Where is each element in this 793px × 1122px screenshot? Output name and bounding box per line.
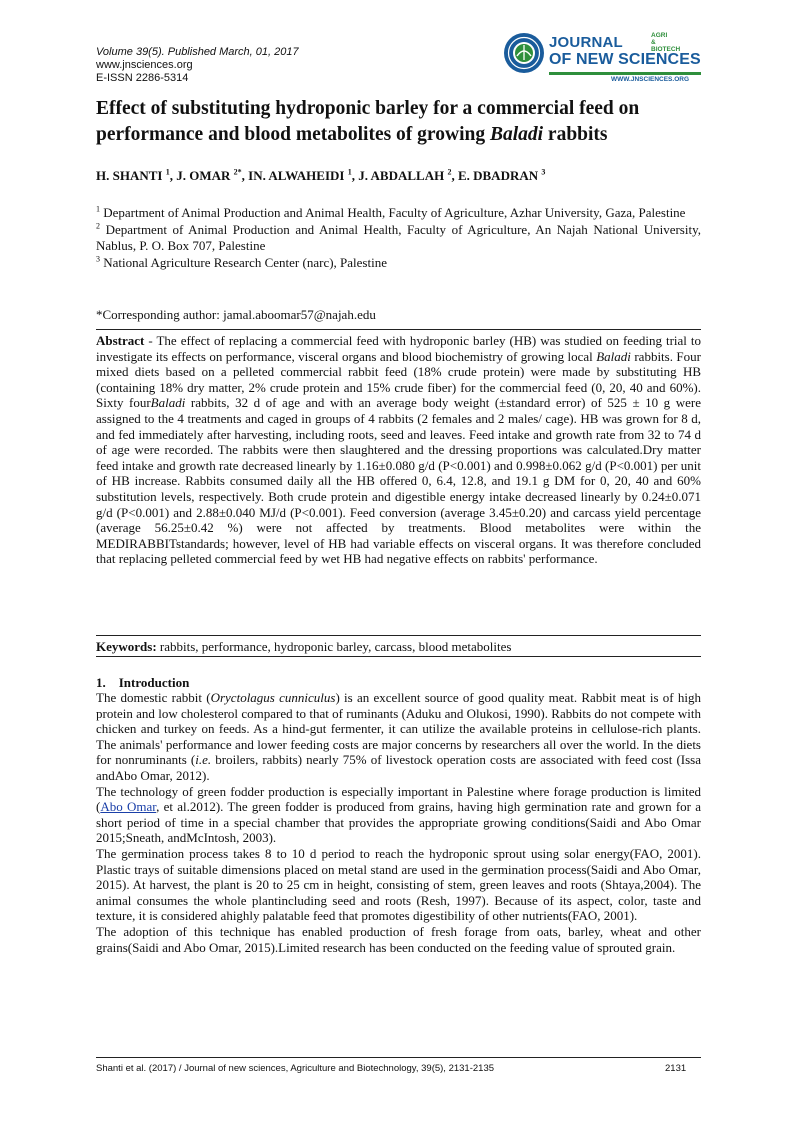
section-heading-introduction: 1. Introduction	[96, 675, 190, 690]
author: H. SHANTI $^1$,	[96, 167, 177, 183]
logo-word-journal: JOURNAL	[549, 34, 623, 51]
abstract-bottom-rule	[96, 635, 701, 636]
corresponding-author: *Corresponding author: jamal.aboomar57@najah.edu	[96, 307, 376, 322]
journal-logo	[503, 30, 703, 88]
author: J. ABDALLAH $^2$,	[358, 167, 458, 183]
author: IN. ALWAHEIDI $^1$,	[248, 167, 359, 183]
affiliation-2: $^2$ Department of Animal Production and Animal Health, Faculty of Agriculture, An Najah National University, Nablus, P. O. Box 707, Palestine	[96, 221, 701, 253]
citation-link-abo-omar[interactable]: Abo Omar	[100, 799, 157, 815]
keywords	[96, 639, 511, 655]
affiliation-3: $^3$ National Agriculture Research Center (narc), Palestine	[96, 254, 387, 270]
affiliations	[96, 205, 701, 272]
issn-line: E-ISSN 2286-5314	[96, 72, 189, 84]
logo-underline	[549, 72, 701, 75]
intro-paragraph-1: The domestic rabbit (Oryctolagus cunniculus) is an excellent source of good quality meat. Rabbit meat is of high protein and low cholesterol compared to that of ruminants (Aduku and Olukosi, 1990). Rabbits do not compete with chicken and turkey on feeds. As a hind-gut fermenter, it can utilize the available proteins in cellulose-rich plants. The animals' performance and lower feeding costs are major concerns by researchers all over the world. In the diets for nonruminants (i.e. broilers, rabbits) nearly 75% of livestock operation costs are associated with feed cost (Issa andAbo Omar, 2012).	[96, 690, 701, 783]
intro-paragraph-3: The germination process takes 8 to 10 d period to reach the hydroponic sprout using solar energy(FAO, 2001). Plastic trays of suitable dimensions placed on metal stand are used in the germination process(Saidi and Abo Omar, 2015). At harvest, the plant is 20 to 25 cm in height, consisting of stem, green leaves and roots (Shtaya,2004). The animal consumes the whole plantincluding seed and roots (Resh, 1997). Because of its aspect, color, taste and texture, it is considered ahighly palatable feed that promotes digestibility of other nutrients(FAO, 2001).	[96, 845, 701, 924]
paper-title	[96, 96, 701, 148]
abstract: Abstract - The effect of replacing a commercial feed with hydroponic barley (HB) was studied on feeding trial to investigate its effects on performance, visceral organs and blood biochemistry of growing local Baladi rabbits. Four mixed diets based on a pelleted commercial rabbit feed (18% crude protein) were made by substituting HB (containing 18% dry matter, 2% crude protein and 15% crude fiber) for the commercial feed (0, 20, 40 and 60%). Sixty fourBaladi rabbits, 32 d of age and with an average body weight (±standard error) of 525 ± 10 g were assigned to the 4 treatments and caged in groups of 4 rabbits (2 females and 2 males/ cage). HB was grown for 8 d, and fed immediately after harvesting, including roots, seed and leaves. Feed intake and growth rate from 32 to 74 d of age were recorded. The rabbits were then slaughtered and the dressing proportions was calculated.Dry matter feed intake and growth rate decreased linearly by 1.16±0.080 g/d (P<0.001) and 0.998±0.062 g/d (P<0.001) per unit of HB increase. Rabbits consumed daily all the HB offered 0, 6.4, 12.8, and 19.1 g DM for 0, 20, 40 and 60% substitution levels, respectively. Both crude protein and digestible energy intake decreased linearly by 0.24±0.071 g/d (P<0.001) and 2.88±0.040 MJ/d (P<0.001). Feed conversion (average 3.45±0.20) and carcass yield percentage (average 56.25±0.42 %) were not affected by treatments. Blood metabolites were within the MEDIRABBITstandards; however, level of HB had variable effects on visceral organs. It was therefore concluded that replacing pelleted commercial feed by wet HB had negative effects on rabbits' performance.	[96, 333, 701, 567]
volume-line: Volume 39(5). Published March, 01, 2017	[96, 46, 299, 58]
journal-header	[96, 46, 299, 85]
title-italic: Baladi	[489, 124, 544, 145]
keywords-rule	[96, 656, 701, 657]
footer-rule	[96, 1057, 701, 1058]
introduction-body	[96, 690, 701, 955]
page-number: 2131	[665, 1063, 687, 1074]
logo-tag-agri: AGRI	[651, 32, 668, 39]
author-list	[96, 168, 545, 184]
intro-paragraph-2: The technology of green fodder production is especially important in Palestine where forage production is limited (Abo Omar, et al.2012). The green fodder is produced from grains, having high germination rate and grown for a short period of time in a special chamber that provides the appropriate growing conditions(Saidi and Abo Omar 2015;Sneath, andMcIntosh, 2003).	[96, 783, 701, 846]
title-text-end: rabbits	[543, 124, 608, 145]
keywords-label: Keywords:	[96, 639, 157, 654]
title-text: Effect of substituting hydroponic barley for a commercial feed on performance and blood metabolites of growing	[96, 98, 640, 145]
website-link[interactable]: www.jnsciences.org	[96, 59, 193, 71]
logo-url: WWW.JNSCIENCES.ORG	[611, 76, 690, 83]
author: J. OMAR $^{2*}$,	[176, 167, 249, 183]
abstract-label: Abstract	[96, 333, 145, 348]
affiliation-1: $^1$ Department of Animal Production and Animal Health, Faculty of Agriculture, Azhar University, Gaza, Palestine	[96, 204, 686, 220]
author: E. DBADRAN $^3$	[457, 167, 546, 183]
keywords-text: rabbits, performance, hydroponic barley, carcass, blood metabolites	[156, 639, 512, 654]
intro-paragraph-4: The adoption of this technique has enabled production of fresh forage from oats, barley, wheat and other grains(Saidi and Abo Omar, 2015).Limited research has been conducted on the feeding value of sprouted grain.	[96, 923, 701, 955]
abstract-top-rule	[96, 329, 701, 330]
footer-citation: Shanti et al. (2017) / Journal of new sciences, Agriculture and Biotechnology, 39(5), 2131-2135	[96, 1063, 495, 1074]
logo-tag-biotech: BIOTECH	[651, 46, 681, 53]
journal-seal-icon	[503, 32, 545, 74]
logo-agri-biotech	[651, 32, 680, 53]
logo-tag-amp: &	[651, 39, 656, 46]
logo-word-new-sciences: OF NEW SCIENCES	[549, 51, 701, 68]
